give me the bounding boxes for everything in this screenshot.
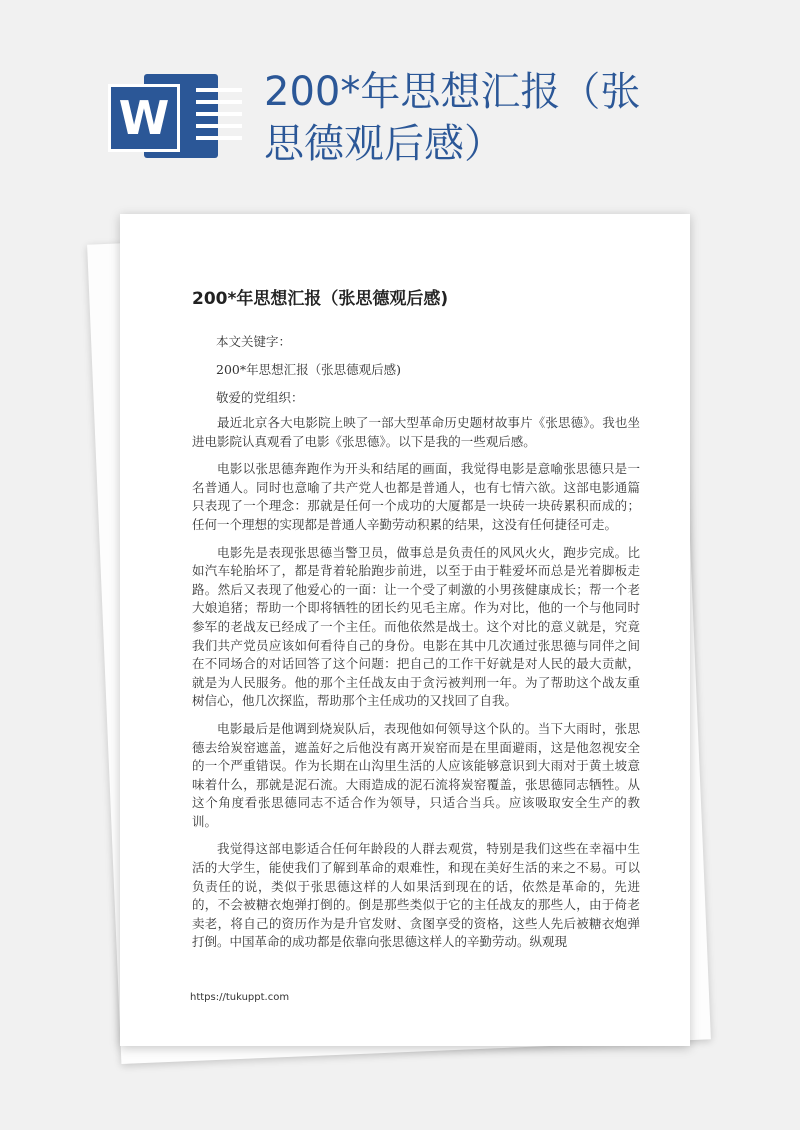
- paragraph-2: 电影以张思德奔跑作为开头和结尾的画面，我觉得电影是意喻张思德只是一名普通人。同时也意喻了共产党人也都是普通人，也有七情六欲。这部电影通篇只表现了一个理念：那就是任何一个成功的大厦都是一块砖一块砖累积而成的；任何一个理想的实现都是普通人辛勤劳动积累的结果，这没有任何捷径可走。: [192, 461, 640, 532]
- paragraph-1: 最近北京各大电影院上映了一部大型革命历史题材故事片《张思德》。我也坐进电影院认真观看了电影《张思德》。以下是我的一些观后感。: [192, 415, 640, 449]
- keywords-label: 本文关键字：: [216, 334, 292, 349]
- salutation: 敬爱的党组织：: [216, 390, 304, 405]
- document-page: [120, 214, 690, 1046]
- paragraph-5: 我觉得这部电影适合任何年龄段的人群去观赏，特别是我们这些在幸福中生活的大学生，能使我们了解到革命的艰难性，和现在美好生活的来之不易。可以负责任的说，类似于张思德这样的人如果活到现在的话，依然是革命的，先进的，不会被糖衣炮弹打倒的。倒是那些类似于它的主任战友的那些人，由于倚老卖老，将自己的资历作为是升官发财、贪图享受的资格，这些人先后被糖衣炮弹打倒。中国革命的成功都是依靠向张思德这样人的辛勤劳动。纵观現: [192, 841, 640, 950]
- paragraph-3: 电影先是表现张思德当警卫员，做事总是负责任的风风火火，跑步完成。比如汽车轮胎坏了，都是背着轮胎跑步前进，以至于由于鞋爱坏而总是光着脚板走路。然后又表现了他爱心的一面：让一个受了刺激的小男孩健康成长；帮一个老大娘追猪；帮助一个即将牺牲的团长约见毛主席。作为对比，他的一个与他同时参军的老战友已经成了一个主任。而他依然是战士。这个对比的意义就是，究竟我们共产党员应该如何看待自己的身份。电影在其中几次通过张思德与同伴之间在不同场合的对话回答了这个问题：把自己的工作干好就是对人民的最大贡献，就是为人民服务。他的那个主任战友由于贪污被判刑一年。为了帮助这个战友重树信心，他几次探监，帮助那个主任成功的又找回了自我。: [192, 544, 640, 709]
- keywords-value: 200*年思想汇报（张思德观后感): [216, 362, 401, 377]
- paragraph-4: 电影最后是他调到烧炭队后，表现他如何领导这个队的。当下大雨时，张思德去给炭窑遮盖，遮盖好之后他没有离开炭窑而是在里面避雨，这是他忽视安全的一个严重错误。作为长期在山沟里生活的人应该能够意识到大雨对于黄土坡意味着什么，那就是泥石流。大雨造成的泥石流将炭窑覆盖，张思德同志牺牲。从这个角度看张思德同志不适合作为领导，只适合当兵。应该吸取安全生产的教训。: [192, 720, 640, 829]
- document-title: 200*年思想汇报（张思德观后感): [192, 289, 449, 309]
- document-body: [192, 414, 640, 961]
- footer-url: https://tukuppt.com: [190, 992, 290, 1003]
- page-title: 200*年思想汇报（张思德观后感）: [264, 69, 641, 167]
- word-logo-icon: [108, 72, 220, 158]
- word-logo-letter: W: [108, 84, 180, 152]
